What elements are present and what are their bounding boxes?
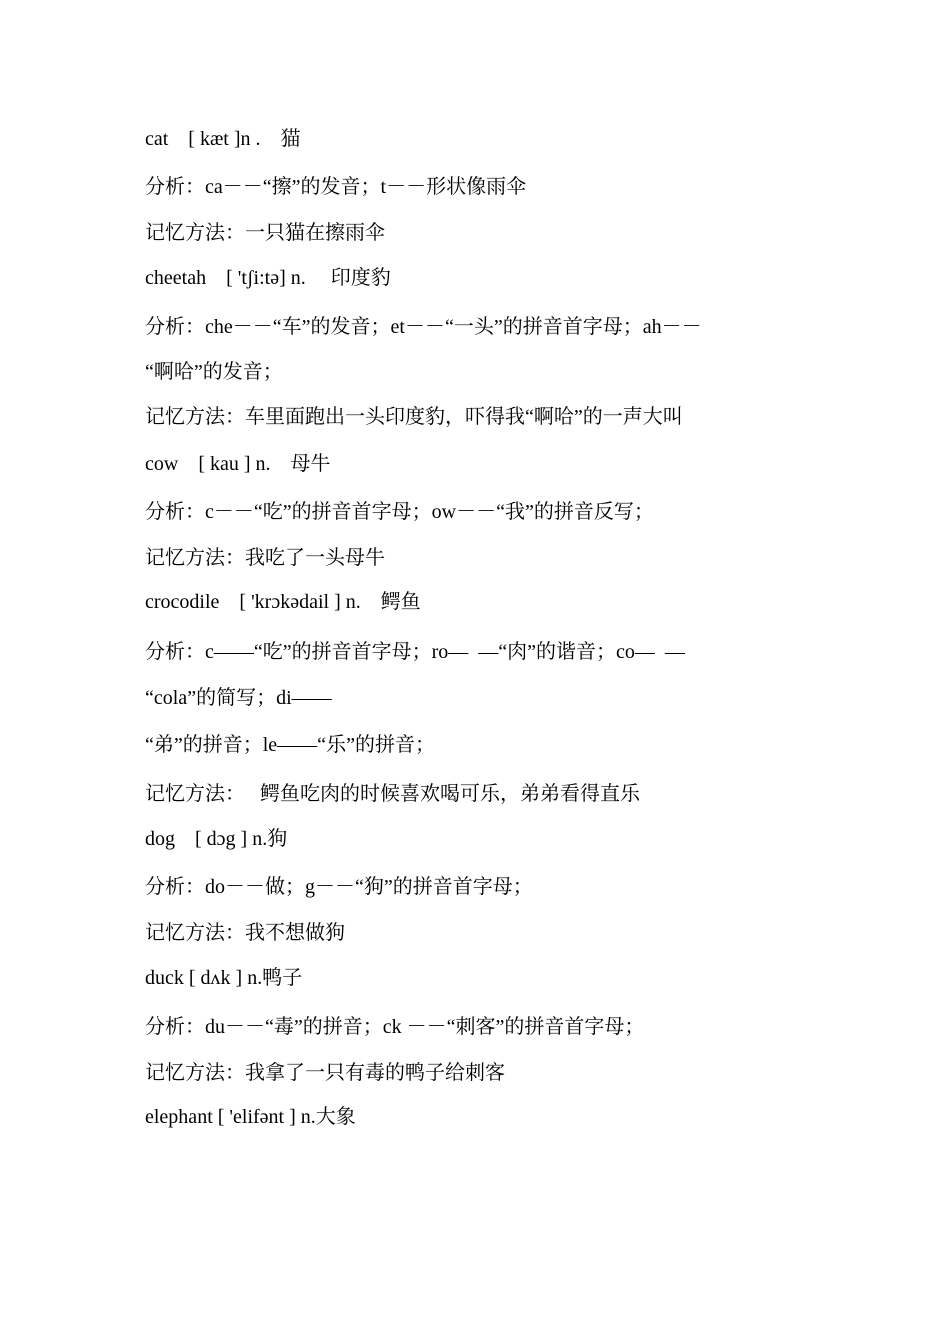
analysis-cheetah: 分析：che－－“车”的发音；et－－“一头”的拼音首字母；ah－－ [145,316,702,338]
word-entry-duck: duck [ dʌk ] n.鸭子 [145,967,303,989]
analysis-crocodile-continued: “cola”的简写；di—— [145,687,332,709]
analysis-duck: 分析：du－－“毒”的拼音；ck －－“刺客”的拼音首字母； [145,1016,645,1038]
memory-method-crocodile: 记忆方法： 鳄鱼吃肉的时候喜欢喝可乐，弟弟看得直乐 [145,783,640,805]
memory-method-cheetah: 记忆方法：车里面跑出一头印度豹，吓得我“啊哈”的一声大叫 [145,406,683,428]
memory-method-cow: 记忆方法：我吃了一头母牛 [145,547,385,569]
analysis-dog: 分析：do－－做；g－－“狗”的拼音首字母； [145,876,533,898]
analysis-crocodile: 分析：c——“吃”的拼音首字母；ro— —“肉”的谐音；co— — [145,641,685,663]
analysis-cat: 分析：ca－－“擦”的发音；t－－形状像雨伞 [145,176,527,198]
analysis-cow: 分析：c－－“吃”的拼音首字母；ow－－“我”的拼音反写； [145,501,654,523]
word-entry-cow: cow [ kau ] n. 母牛 [145,453,331,475]
memory-method-duck: 记忆方法：我拿了一只有毒的鸭子给刺客 [145,1062,505,1084]
memory-method-dog: 记忆方法：我不想做狗 [145,922,345,944]
word-entry-dog: dog [ dɔg ] n.狗 [145,828,288,850]
word-entry-cheetah: cheetah [ 'tʃi:tə] n. 印度豹 [145,267,391,289]
word-entry-elephant: elephant [ 'elifənt ] n.大象 [145,1106,356,1128]
memory-method-cat: 记忆方法：一只猫在擦雨伞 [145,222,385,244]
analysis-cheetah-continued: “啊哈”的发音； [145,361,283,383]
analysis-crocodile-continued-2: “弟”的拼音；le——“乐”的拼音； [145,734,435,756]
word-entry-crocodile: crocodile [ 'krɔkədail ] n. 鳄鱼 [145,591,421,613]
word-entry-cat: cat [ kæt ]n . 猫 [145,128,301,150]
